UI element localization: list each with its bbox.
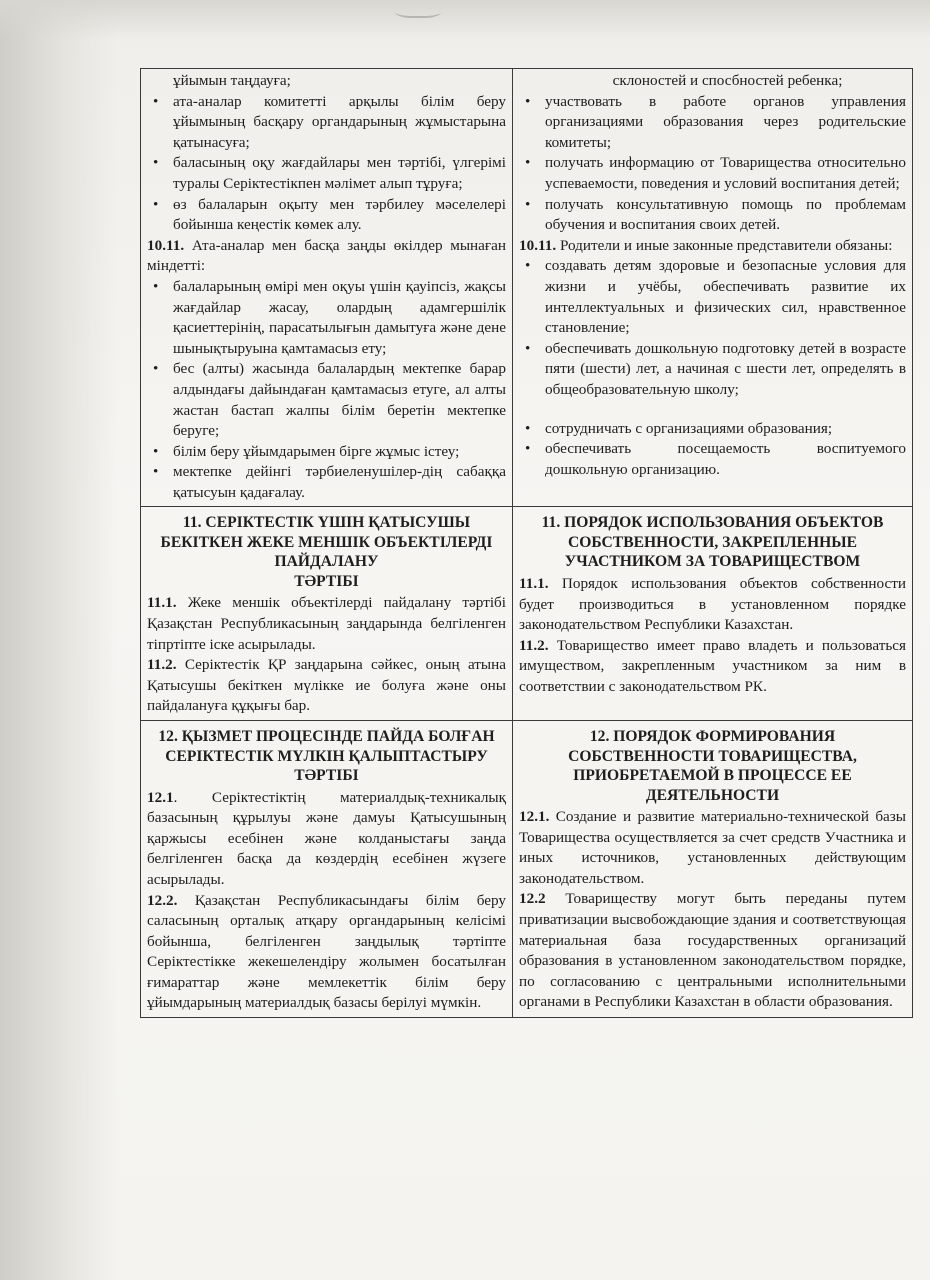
clause-12-2 [147,891,506,1015]
duties-list [147,277,506,504]
clause-text: Жеке меншік объектілерді пайдалану тәртібі Қазақстан Республикасының заңдарында белгіленген тіпртіпте іске асырылады. [147,594,506,653]
clause-text: Создание и развитие материально-технической базы Товарищества осуществляется за счет средств Участника и иных источников, установленных действующим законодательством. [519,808,906,887]
clause-12-1 [519,807,906,889]
list-item: • обеспечивать посещаемость воспитуемого дошкольную организацию. [519,439,906,480]
clause-number: 11.1. [147,594,177,612]
russian-cell [513,69,913,507]
kazakh-cell [141,507,513,721]
clause-11-1 [147,593,506,655]
clause-text: Товарищество имеет право владеть и пользоваться имуществом, закрепленным участником за ним в соответствии с законодательством РК. [519,636,907,695]
continued-line: ұйымын таңдауға; [173,72,291,89]
scan-mark [395,4,441,18]
clause-text: . Серіктестіктің материалдық-техникалық базасының құрылуы және дамуы Қатысушының қаржысы есебінен және колданыстағы заңда белгіленген басқа да көздердің есебінен жүзеге асырылады. [147,788,506,888]
kazakh-cell [141,69,513,507]
clause-number: 12.1. [519,808,550,826]
list-item: • бес (алты) жасында балалардың мектепке барар алдындағы дайындаған қамтамасыз етуге, ал алты жастан бастап жалпы білім беретін мектепке беруге; [147,359,506,441]
russian-cell [513,507,913,721]
heading-line: 12. ҚЫЗМЕТ ПРОЦЕСІНДЕ ПАЙДА БОЛҒАН СЕРІКТЕСТІК МҮЛКІН ҚАЛЫПТАСТЫРУ [158,728,495,765]
clause-text: Родители и иные законные представители обязаны: [559,236,893,254]
clause-12-2 [519,889,906,1013]
section-heading [147,513,506,591]
clause-11-2 [519,636,906,698]
clause-text: Ата-аналар мен басқа заңды өкілдер мынаған міндетті: [147,236,507,275]
heading-line: 12. ПОРЯДОК ФОРМИРОВАНИЯ СОБСТВЕННОСТИ ТОВАРИЩЕСТВА, ПРИОБРЕТАЕМОЙ В ПРОЦЕССЕ ЕЕ ДЕЯТЕЛЬНОСТИ [568,728,857,804]
section-heading [519,727,906,805]
kazakh-cell [141,721,513,1018]
heading-line: 11. ПОРЯДОК ИСПОЛЬЗОВАНИЯ ОБЪЕКТОВ СОБСТВЕННОСТИ, ЗАКРЕПЛЕННЫЕ УЧАСТНИКОМ ЗА ТОВАРИЩЕСТВОМ [541,514,884,571]
clause-number: 11.2. [519,636,549,654]
table-row-section-11 [141,507,913,721]
list-item: • участвовать в работе органов управления организациями образования через родительские комитеты; [519,92,906,154]
list-item: • өз балаларын оқыту мен тәрбилеу мәселелері бойынша кеңестік көмек алу. [147,195,506,236]
clause-number: 11.2. [147,656,177,674]
continued-line: склоностей и спосбностей ребенка; [612,72,843,89]
list-item: • обеспечивать дошкольную подготовку детей в возрасте пяти (шести) лет, а начиная с шести лет, определять в общеобразовательную школу; [519,339,906,401]
clause-text: Порядок использования объектов собственности будет производиться в установленном порядке законодательством Республики Казахстан. [519,574,907,634]
section-heading [147,727,506,786]
clause-12-1 [147,788,506,891]
bilingual-charter-table [140,68,913,1018]
clause-number: 10.11. [147,236,185,254]
section-heading [519,513,906,572]
clause-10-11 [147,236,506,277]
list-item: • балаларының өмірі мен оқуы үшін қауіпсіз, жақсы жағдайлар жасау, олардың адамгершілік қасиеттерінің, парасатылығын дамытуға және дене шынықтыруына қамтамасыз ету; [147,277,506,359]
scan-shadow-top [0,0,930,40]
list-item: • ата-аналар комитетті арқылы білім беру ұйымының басқару органдарының жұмыстарына қатынасуға; [147,92,506,154]
clause-number: 12.1 [147,788,174,806]
scan-shadow-left [0,0,118,1280]
list-item: • получать консультативную помощь по проблемам обучения и воспитания своих детей. [519,195,906,236]
clause-11-1 [519,574,906,636]
russian-cell [513,721,913,1018]
heading-line: ТӘРТІБІ [294,572,359,590]
rights-list [147,92,506,236]
list-item: • сотрудничать с организациями образования; [519,419,906,440]
clause-text: Серіктестік ҚР заңдарына сәйкес, оның атына Қатысушы бекіткен мүлікке ие болуға және оны пайдалануға құқығы бар. [147,656,507,715]
list-item: • білім беру ұйымдарымен бірге жұмыс істеу; [147,442,506,463]
clause-11-2 [147,655,506,717]
heading-line: 11. СЕРІКТЕСТІК ҮШІН ҚАТЫСУШЫ БЕКІТКЕН ЖЕКЕ МЕНШІК ОБЪЕКТІЛЕРДІ ПАЙДАЛАНУ [160,514,493,571]
clause-number: 12.2 [519,890,546,908]
rights-list [519,92,906,236]
clause-number: 12.2. [147,891,178,909]
clause-text: Товариществу могут быть переданы путем приватизации высвобождающие здания и соответствующая материальная база государственных организаций образования в установленном законодательством порядке, по согласованию с центральными исполнительными органами в Республики Казахстан в области образования. [519,890,906,1011]
clause-10-11 [519,236,906,257]
duties-list [519,256,906,480]
clause-number: 11.1. [519,574,549,592]
list-item: • мектепке дейінгі тәрбиеленушілер-дің сабаққа қатысуын қадағалау. [147,462,506,503]
clause-number: 10.11. [519,236,557,254]
table-row-parents-rights [141,69,913,507]
list-item: • получать информацию от Товарищества относительно успеваемости, поведения и условий воспитания детей; [519,153,906,194]
heading-line: ТӘРТІБІ [294,767,359,785]
clause-text: Қазақстан Республикасындағы білім беру саласының орталық атқару органдарының келісімі бойынша, белгіленген заңдылық тәртіпте Серіктестікке жекешелендіру жолымен босатылған ғимараттар және мемлекеттік білім беру ұйымдарының материалдық базасы берілуі мүмкін. [147,891,506,1012]
list-item: • создавать детям здоровые и безопасные условия для жизни и учёбы, обеспечивать развитие их интеллектуальных и физических сил, нравственное становление; [519,256,906,338]
list-item: • баласының оқу жағдайлары мен тәртібі, үлгерімі туралы Серіктестікпен мәлімет алып тұруға; [147,153,506,194]
table-row-section-12 [141,721,913,1018]
